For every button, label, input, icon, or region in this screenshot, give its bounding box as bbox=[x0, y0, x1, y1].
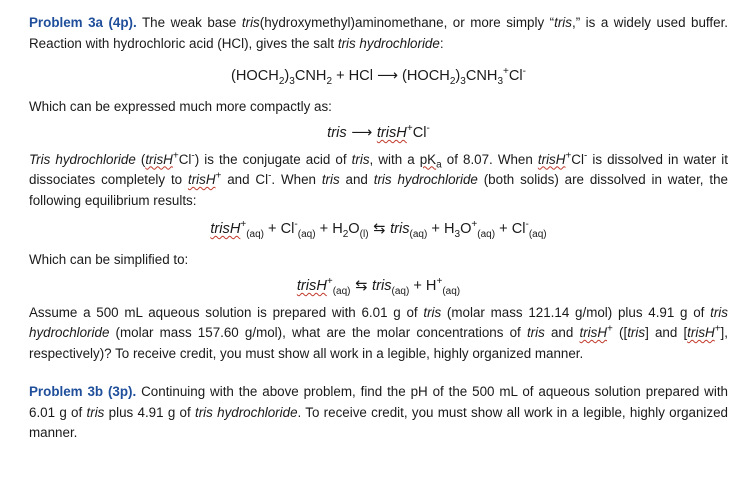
eq1-sub: 2 bbox=[449, 75, 456, 87]
eq3-part: O bbox=[460, 221, 472, 237]
eq3-sub: (aq) bbox=[297, 228, 316, 240]
conj-text: tris hydrochloride bbox=[373, 172, 478, 187]
assume-text: ], respectively)? To receive credit, you must show all work in a legible, highly organized manner. bbox=[29, 325, 728, 361]
equation-2 bbox=[29, 123, 728, 144]
eq1-sub: 2 bbox=[326, 75, 333, 87]
eq1-part: CNH bbox=[465, 68, 498, 84]
p3b-text: tris hydrochloride bbox=[195, 404, 298, 420]
equilibrium-arrow: ⇆ bbox=[350, 277, 373, 294]
conj-tris: tris bbox=[321, 172, 340, 187]
conj-text: is dissolved in water it dissociates completely to bbox=[29, 151, 728, 187]
assume-paragraph bbox=[29, 303, 728, 365]
eq3-trish: trisH bbox=[210, 221, 241, 237]
assume-text: Assume a 500 mL aqueous solution is prepared with 6.01 g of bbox=[29, 304, 424, 320]
p3b-text: . To receive credit, you must show all work in a legible, highly organized manner. bbox=[29, 404, 728, 440]
eq3-sub: (l) bbox=[359, 228, 369, 240]
eq4-sup: + bbox=[326, 276, 333, 288]
eq2-tris: tris bbox=[327, 125, 347, 141]
conj-sup: - bbox=[191, 150, 195, 162]
assume-trish: trisH bbox=[579, 325, 608, 340]
eq3-sub: (aq) bbox=[528, 228, 547, 240]
p3b-tris: tris bbox=[86, 404, 105, 420]
eq1-sub: 3 bbox=[289, 75, 295, 87]
eq4-sub: (aq) bbox=[391, 285, 410, 297]
conj-tris: tris bbox=[351, 151, 370, 167]
eq3-sup: - bbox=[294, 219, 298, 231]
assume-text: (molar mass 121.14 g/mol) plus 4.91 g of bbox=[441, 304, 711, 320]
intro-text-2: (hydroxymethyl)aminomethane, or more simply “ bbox=[259, 15, 555, 30]
assume-text: tris hydrochloride bbox=[29, 304, 728, 340]
assume-trish: trisH bbox=[687, 325, 715, 340]
eq1-sup: - bbox=[522, 66, 527, 78]
equation-1 bbox=[29, 66, 728, 87]
reaction-arrow: ⟶ bbox=[346, 124, 377, 141]
intro-text-4: : bbox=[439, 35, 444, 51]
eq3-part: O bbox=[348, 221, 360, 237]
conj-trish: trisH bbox=[187, 172, 216, 187]
eq3-sub: 3 bbox=[454, 228, 461, 240]
eq1-part: CNH bbox=[294, 68, 327, 84]
eq3-sup: + bbox=[240, 219, 247, 231]
equation-3 bbox=[29, 219, 728, 240]
conj-text: Cl bbox=[178, 151, 192, 167]
conj-text: ) is the conjugate acid of bbox=[194, 151, 352, 167]
eq4-sub: (aq) bbox=[332, 285, 351, 297]
conj-text: ( bbox=[135, 151, 146, 167]
eq2-trish: trisH bbox=[376, 125, 407, 141]
intro-tris-italic: tris bbox=[241, 15, 260, 30]
assume-tris: tris bbox=[526, 325, 545, 340]
assume-sup: + bbox=[607, 323, 613, 335]
eq1-part: (HOCH bbox=[230, 68, 279, 84]
assume-tris: tris bbox=[627, 325, 646, 340]
reaction-arrow: ⟶ bbox=[377, 67, 398, 84]
assume-text: ] and [ bbox=[645, 325, 688, 340]
p3b-text: plus 4.91 g of bbox=[104, 404, 195, 420]
problem-3b-heading: Problem 3b (3p). bbox=[29, 384, 137, 399]
eq1-sub: 3 bbox=[460, 75, 466, 87]
problem-3a-intro bbox=[29, 13, 728, 54]
problem-3a-heading: Problem 3a (4p). bbox=[29, 15, 137, 30]
compact-text: Which can be expressed much more compactly as: bbox=[29, 98, 332, 114]
eq3-part: + Cl bbox=[495, 221, 526, 237]
eq3-sub: (aq) bbox=[409, 228, 428, 240]
eq4-part: + H bbox=[409, 278, 437, 294]
eq4-sup: + bbox=[436, 276, 443, 288]
conj-text: (both solids) are dissolved in water, the following equilibrium results: bbox=[29, 172, 728, 208]
conj-pka: pK bbox=[419, 151, 437, 167]
eq3-part: + H bbox=[427, 221, 455, 237]
eq3-sup: - bbox=[525, 219, 529, 231]
eq1-part: ) bbox=[284, 68, 290, 84]
intro-text-1: The weak base bbox=[136, 15, 242, 30]
conj-trish: trisH bbox=[145, 151, 173, 167]
assume-text: (molar mass 157.60 g/mol), what are the molar concentrations of bbox=[109, 325, 527, 340]
eq2-cl: Cl bbox=[412, 125, 427, 141]
eq3-sub: (aq) bbox=[477, 228, 496, 240]
intro-text-3: ,” is a widely used buffer. Reaction with hydrochloric acid (HCl), gives the salt bbox=[29, 15, 729, 51]
eq3-sub: 2 bbox=[342, 228, 349, 240]
eq2-sup: + bbox=[406, 123, 413, 135]
conj-sup: + bbox=[172, 150, 179, 162]
eq3-tris: tris bbox=[390, 221, 410, 237]
eq4-trish: trisH bbox=[296, 278, 327, 294]
conj-trish: trisH bbox=[537, 151, 566, 167]
equation-4 bbox=[29, 276, 728, 297]
eq3-sub: (aq) bbox=[246, 228, 264, 240]
equilibrium-arrow: ⇆ bbox=[368, 220, 391, 237]
assume-sup: + bbox=[714, 323, 721, 335]
eq3-sup: + bbox=[471, 219, 478, 231]
eq1-part: Cl bbox=[508, 68, 523, 84]
conj-text: Cl bbox=[571, 151, 584, 167]
conj-sup: - bbox=[583, 150, 588, 162]
eq2-sup: - bbox=[426, 123, 430, 135]
conj-sup: - bbox=[268, 170, 272, 182]
eq1-part: ) bbox=[455, 68, 461, 84]
p3b-text: Continuing with the above problem, find the pH of the 500 mL of aqueous solution prepared with 6.01 g of bbox=[29, 384, 728, 420]
eq1-sub: 3 bbox=[497, 75, 504, 87]
eq1-part: + HCl bbox=[332, 68, 378, 84]
conj-text: , with a bbox=[369, 151, 420, 167]
assume-text: and bbox=[544, 325, 580, 340]
conj-text: and Cl bbox=[221, 172, 269, 187]
conj-sup: + bbox=[565, 150, 572, 162]
assume-text: ([ bbox=[612, 325, 628, 340]
eq3-part: + H bbox=[315, 221, 343, 237]
conj-text: Tris hydrochloride bbox=[29, 151, 136, 167]
conj-text: . When bbox=[271, 172, 322, 187]
eq1-sup: + bbox=[503, 66, 509, 78]
eq4-sub: (aq) bbox=[442, 285, 461, 297]
eq1-part: (HOCH bbox=[397, 68, 450, 84]
assume-tris: tris bbox=[423, 304, 442, 320]
conj-sub: a bbox=[436, 159, 442, 171]
eq3-part: + Cl bbox=[264, 221, 295, 237]
intro-tris-short: tris bbox=[554, 15, 572, 30]
conj-text: and bbox=[339, 172, 374, 187]
eq1-sub: 2 bbox=[278, 75, 285, 87]
eq4-tris: tris bbox=[372, 278, 392, 294]
intro-salt: tris hydrochloride bbox=[337, 35, 440, 51]
conjugate-acid-paragraph bbox=[29, 150, 728, 212]
conj-text: of 8.07. When bbox=[441, 151, 538, 167]
conj-sup: + bbox=[215, 170, 222, 182]
problem-3b-paragraph bbox=[29, 382, 728, 444]
simplified-text: Which can be simplified to: bbox=[29, 251, 189, 267]
